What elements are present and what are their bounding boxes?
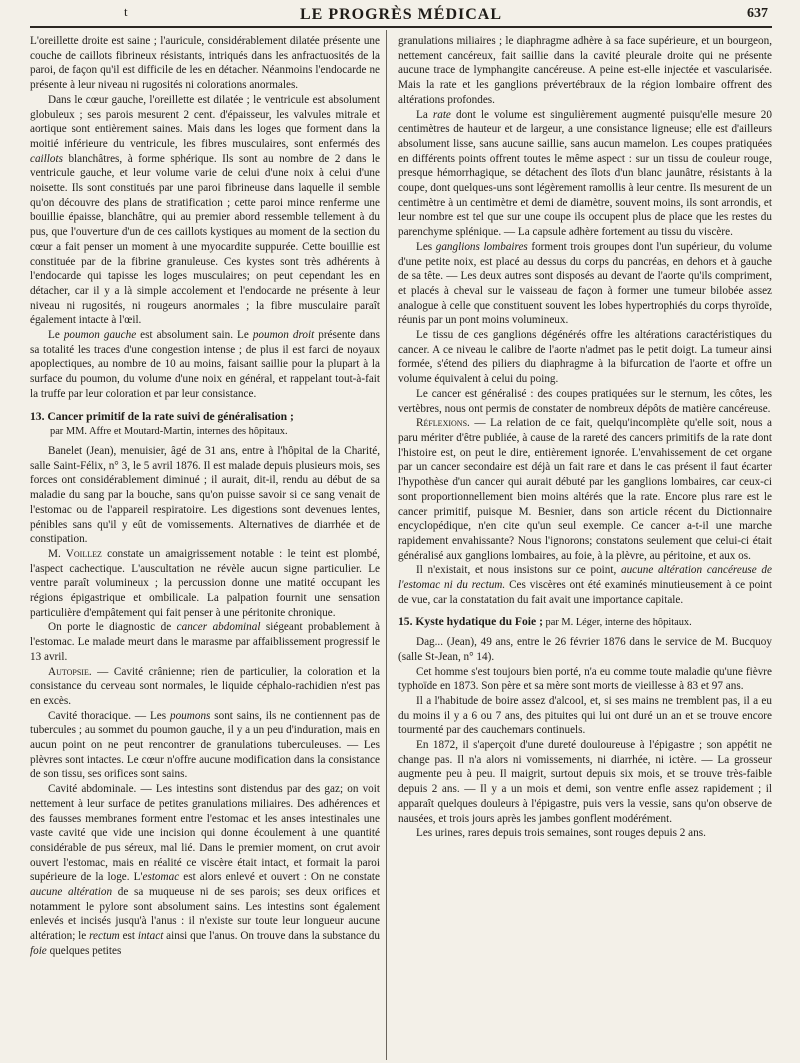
paragraph: Le cancer est généralisé : des coupes pratiquées sur le sternum, les côtes, les vertèbres, nous ont permis de constater de nombreux dépôts de matière cancéreuse. xyxy=(398,387,772,415)
paragraph: Réflexions. — La relation de ce fait, quelqu'incomplète qu'elle soit, nous a paru mériter d'être publiée, à cause de la rareté des cancers primitifs de la rate dont l'histoire est, on peut le dire, entièrement ignorée. L'envahissement de cet organe par un cancer secondaire est déjà un fait rare et dans le cas présent il faut écarter l'hypothèse d'un cancer qui aurait débuté par les ganglions lombaires, car ceux-ci sont proportionnellement bien moins altérés que la rate. Encore plus rare est le cancer primitif, puisque M. Besnier, dans son article récent du Dictionnaire encyclopédique, n'en cite qu'un seul exemple. Ce cancer a-t-il une marche rapidement envahissante? Nous l'ignorons; constatons seulement que celui-ci était généralisé aux ganglions lombaires, au foie, à la plèvre, au péritoine, et aux os. xyxy=(398,417,772,562)
column-rule xyxy=(386,30,387,1060)
paragraph: Le poumon gauche est absolument sain. Le poumon droit présente dans sa totalité les traces d'une congestion intense ; de plus il est farci de noyaux apoplectiques, au nombre de 10 au moins, faisant saillie pour la plupart à la surface du poumon, du volume d'une noix en général, et rappelant tout-à-fait la truffe par leur coloration et par leur consistance. xyxy=(30,329,381,400)
paragraph: Dag... (Jean), 49 ans, entre le 26 février 1876 dans le service de M. Bucquoy (salle St-Jean, n° 14). xyxy=(398,636,772,663)
paragraph: L'oreillette droite est saine ; l'auricule, considérablement dilatée présente une couche de caillots fibrineux résistants, intriqués dans les anfractuosités de la paroi, de façon qu'il est difficile de les en détacher. Néanmoins l'endocarde ne présente à leur niveau ni rugosités ni colorations anormales. xyxy=(30,35,380,92)
paragraph: On porte le diagnostic de cancer abdominal siégeant probablement à l'estomac. Le malade meurt dans le marasme par affaiblissement progressif le 13 avril. xyxy=(30,621,380,663)
paragraph: M. Voillez constate un amaigrissement notable : le teint est plombé, l'aspect cachectique. L'auscultation ne révèle aucun signe particulier. Le ventre paraît volumineux ; la percussion donne une matité occupant les régions épigastrique et ombilicale. La palpation fournit une sensation particulière d'empâtement qui fait penser à une péritonite chronique. xyxy=(30,547,380,619)
left-column xyxy=(30,34,380,959)
paragraph: Les urines, rares depuis trois semaines, sont rouges depuis 2 ans. xyxy=(416,827,706,840)
section-heading-13: 13. Cancer primitif de la rate suivi de généralisation ; par MM. Affre et Moutard-Martin, internes des hôpitaux. xyxy=(30,409,294,438)
paragraph: Cet homme s'est toujours bien porté, n'a eu comme toute maladie qu'une fièvre typhoïde en 1873. Son père et sa mère sont morts de vieillesse à 83 et 97 ans. xyxy=(398,665,772,693)
section-heading-15: 15. Kyste hydatique du Foie ; par M. Léger, interne des hôpitaux. xyxy=(398,615,692,629)
paragraph: Les ganglions lombaires forment trois groupes dont l'un supérieur, du volume d'une petite noix, est placé au dessus du corps du pancréas, en dehors et à gauche de sa tête. — Les deux autres sont disposés au devant de l'aorte qu'ils compriment, et placés à cheval sur le vaisseau de façon à former une tumeur bilobée assez analogue à celle que constituent souvent les lobes hypertrophiés du corps thyroïde, réunis par un pont moins volumineux. xyxy=(398,240,772,327)
paragraph: Le tissu de ces ganglions dégénérés offre les altérations caractéristiques du cancer. A ce niveau le calibre de l'aorte n'admet pas le petit doigt. La tumeur ainsi formée, s'étend des piliers du diaphragme à la bifurcation de l'aorte et offre un volume équivalent à celui du poing. xyxy=(398,329,772,386)
journal-title: LE PROGRÈS MÉDICAL xyxy=(299,6,503,23)
paragraph: Autopsie. — Cavité crânienne; rien de particulier, la coloration et la consistance du cerveau sont normales, le liquide céphalo-rachidien n'est pas en excès. xyxy=(30,665,380,707)
right-column xyxy=(398,34,772,841)
paragraph: Il a l'habitude de boire assez d'alcool, et, si ses mains ne tremblent pas, il a eu du moins il y a 6 ou 7 ans, des pituites qui lui ont duré un an et se trouve encore tourmenté par des cauchemars continuels. xyxy=(398,694,772,737)
paragraph: La rate dont le volume est singulièrement augmenté puisqu'elle mesure 20 centimètres de hauteur et de largeur, a une consistance ligneuse; elle est d'ailleurs absolument lisse, sans aucune saillie, sans aucun mamelon. Les coupes pratiquées en différents points offrent toutes le même aspect : sur un tissu de couleur rouge, presque hémorrhagique, se détachent des îlots d'un blanc jaunâtre, résistants à la coupe, dont quelques-uns sont légèrement ramollis à leur centre. Ils mesurent de un centimètre à un centimètre et demi de diamètre, souvent moins, ils sont arrondis, et leur nombre est tel que sur une coupe ils occupent plus de place que les restes du parenchyme splénique. — La capsule adhère fortement au tissu du viscère. xyxy=(398,108,772,239)
paragraph: granulations miliaires ; le diaphragme adhère à sa face supérieure, et un bourgeon, nettement cancéreux, fait saillie dans la cavité pleurale droite qui ne présente aucune trace de lymphangite cancéreuse. A peine est-elle injectée et vascularisée. Mais la rate et les ganglions prévertébraux de la région lombaire offrent des altérations profondes. xyxy=(398,35,772,106)
paragraph: Dans le cœur gauche, l'oreillette est dilatée ; le ventricule est absolument globuleux ; ses parois mesurent 2 cent. d'épaisseur, les valvules mitrale et aortique sont entièrement saines. Mais dans les loges que forment dans la moitié inférieure du ventricule, les fibres musculaires, sont enfermés des caillots blanchâtres, à forme sphérique. Ils sont au nombre de 2 dans le ventricule gauche, et leur volume varie de celui d'une noix à celui d'une noisette. Ils sont constitués par une paroi fibrineuse dans laquelle il semble qu'on découvre des plans de stratification ; cette paroi mince renferme une bouillie épaisse, blanchâtre, qui au premier abord ressemble tellement à du pus, que l'ouverture d'un de ces caillots kystiques au moment de la section du cœur a fait penser un moment à une myocardite suppurée. Cette bouillie est constituée par de la fibrine granuleuse. Ces kystes sont très adhérents à l'endocarde qui tapisse les loges musculaires; on peut cependant les en détacher, car il y a là simple accolement et l'endocarde ne présente à leur niveau ni rugosités, ni rougeurs anormales ; la fibre musculaire paraît également intacte à l'œil. xyxy=(30,93,380,327)
running-header xyxy=(30,4,772,28)
paragraph: En 1872, il s'aperçoit d'une dureté douloureuse à l'épigastre ; son appétit ne change pas. Il n'a alors ni vomissements, ni diarrhée, ni ictère. — La grosseur augmente peu à peu. Il maigrit, surtout depuis six mois, et se trouve très-faible depuis 2 ans. — Il y a un mois et demi, son ventre enfle assez rapidement ; il apparaît quelques douleurs à l'épigastre, puis vers la vessie, sans qu'on observe de nausées, et trois jours après les jambes gonflent modérément. xyxy=(398,739,772,825)
paragraph: Cavité thoracique. — Les poumons sont sains, ils ne contiennent pas de tubercules ; au sommet du poumon gauche, il y a un peu d'induration, mais en aucun point on ne peut rencontrer de granulations tuberculeuses. — Les plèvres sont intactes. Le cœur n'offre aucune modification dans la consistance de son tissu, ses orifices sont sains. xyxy=(30,709,380,781)
paragraph: Banelet (Jean), menuisier, âgé de 31 ans, entre à l'hôpital de la Charité, salle Saint-Félix, n° 3, le 5 avril 1876. Il est malade depuis plusieurs mois, ses forces ont considérablement diminué ; il aurait, dit-il, rendu au début de sa maladie du sang par la bouche, sans qu'on puisse savoir si ce sang venait de l'estomac ou de l'appareil respiratoire. Les digestions sont devenues lentes, pénibles sans qu'il y eût de vomissements. Alternatives de diarrhée et de constipation. xyxy=(30,444,380,546)
page-number: 637 xyxy=(747,6,768,21)
ornament-mark: t xyxy=(124,4,128,19)
paragraph: Il n'existait, et nous insistons sur ce point, aucune altération cancéreuse de l'estomac ni du rectum. Ces viscères ont été examinés minutieusement à ce point de vue, car la constatation du fait avait une importance capitale. xyxy=(398,564,772,606)
paragraph: Cavité abdominale. — Les intestins sont distendus par des gaz; on voit nettement à leur surface de petites granulations miliaires. Des adhérences et des fausses membranes forment entre l'estomac et les anses intestinales une vaste cavité que vide une incision qui donne écoulement à une quantité considérable de pus séreux, mal lié. Dans le premier moment, on crut avoir ouvert l'estomac, mais en réalité ce viscère était intact, et formait la paroi supérieure de la loge. L'estomac est alors enlevé et ouvert : On ne constate aucune altération de sa muqueuse ni de ses parois; ses deux orifices et notamment le pylore sont absolument sains. Les intestins sont également enlevés et incisés jusqu'à l'anus : il n'existe sur toute leur longueur aucune altération; le rectum est intact ainsi que l'anus. On trouve dans la substance du foie quelques petites xyxy=(30,783,380,957)
